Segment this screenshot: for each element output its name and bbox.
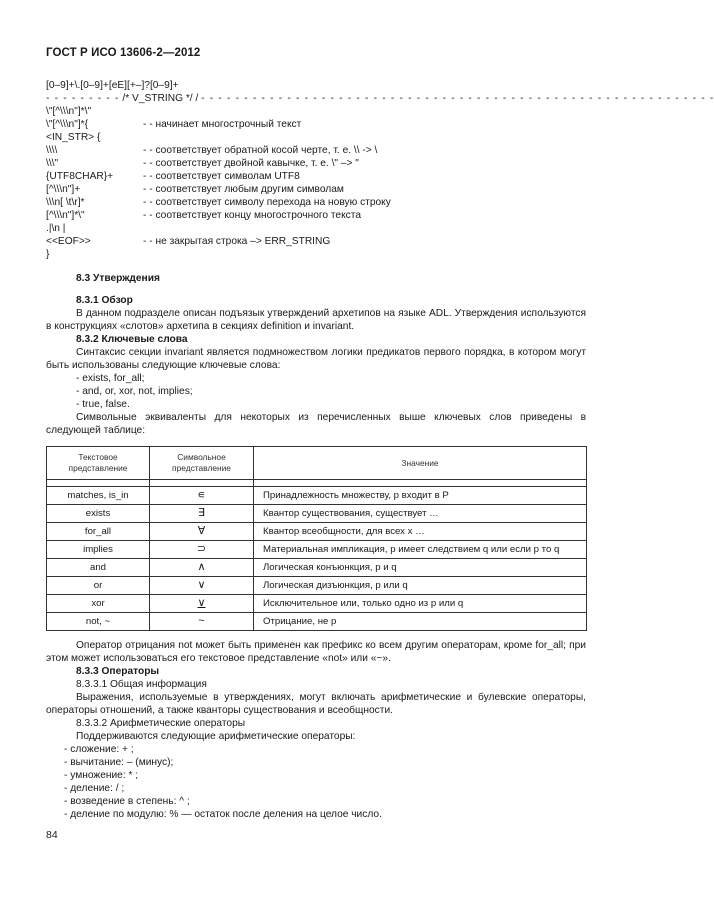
cell-meaning: Отрицание, не p [254, 613, 587, 631]
subsection-heading: 8.3.1 Обзор [76, 295, 133, 306]
subsubsection-heading: 8.3.3.2 Арифметические операторы [76, 718, 246, 729]
table-row [47, 595, 587, 613]
list-item: - возведение в степень: ^ ; [64, 796, 190, 807]
cell-symbol: ~ [150, 613, 254, 631]
code-block [46, 79, 714, 261]
table-spacer-row [47, 480, 587, 487]
cell-symbol: ∀ [150, 523, 254, 541]
code-text: } [46, 249, 50, 260]
cell-symbol: ∊ [150, 487, 254, 505]
cell-text: and [47, 559, 150, 577]
code-divider [46, 92, 714, 105]
list-item: - exists, for_all; [76, 373, 145, 384]
cell-symbol: ∨ [150, 595, 254, 613]
paragraph: Оператор отрицания not может быть применен как префикс ко всем другим операторам, кроме for_all; при этом может использоваться его текстовое представление «not» или «~». [46, 640, 586, 664]
divider-label: /* V_STRING */ / [122, 93, 199, 104]
subsection-heading: 8.3.3 Операторы [76, 666, 160, 677]
code-comment: - - соответствует двойной кавычке, т. е. \" –> " [143, 158, 359, 169]
list-item: - умножение: * ; [64, 770, 139, 781]
subsubsection-heading: 8.3.3.1 Общая информация [76, 679, 207, 690]
cell-text: or [47, 577, 150, 595]
cell-meaning: Материальная импликация, p имеет следствием q или если p то q [254, 541, 587, 559]
cell-symbol: ⊃ [150, 541, 254, 559]
cell-meaning: Квантор всеобщности, для всех x … [254, 523, 587, 541]
code-comment: - - соответствует обратной косой черте, т. е. \\ -> \ [143, 145, 378, 156]
divider-right: - - - - - - - - - - - - - - - - - - - - - - - - - - - - - - - - - - - - - - - - - - - - - - - - - - - - - - - - - - - - [201, 93, 714, 104]
cell-text: for_all [47, 523, 150, 541]
table-row [47, 523, 587, 541]
paragraph: Выражения, используемые в утверждениях, могут включать арифметические и булевские операторы, операторы отношений, а также кванторы существования и всеобщности. [46, 692, 586, 716]
code-text: <IN_STR> { [46, 132, 101, 143]
code-line [46, 183, 586, 196]
code-text: [^\\\n"]*\" [46, 210, 85, 221]
cell-symbol: ∧ [150, 559, 254, 577]
cell-meaning: Квантор существования, существует … [254, 505, 587, 523]
code-line [46, 248, 586, 261]
cell-symbol: ∨ [150, 577, 254, 595]
table-row [47, 613, 587, 631]
cell-text: matches, is_in [47, 487, 150, 505]
code-text: \\\" [46, 158, 59, 169]
code-comment: - - начинает многострочный текст [143, 119, 302, 130]
code-text: \\\n[ \t\r]* [46, 197, 85, 208]
code-line [46, 222, 586, 235]
cell-text: exists [47, 505, 150, 523]
code-comment: - - соответствует символу перехода на новую строку [143, 197, 391, 208]
cell-text: implies [47, 541, 150, 559]
code-text: \\\\ [46, 145, 58, 156]
code-text: [0–9]+\.[0–9]+[eE][+–]?[0–9]+ [46, 80, 179, 91]
cell-meaning: Принадлежность множеству, p входит в P [254, 487, 587, 505]
code-text: <<EOF>> [46, 236, 91, 247]
code-line [46, 209, 586, 222]
cell-text: not, ~ [47, 613, 150, 631]
code-text: .|\n | [46, 223, 66, 234]
code-text: [^\\\n"]+ [46, 184, 81, 195]
document-header: ГОСТ Р ИСО 13606-2—2012 [46, 47, 201, 59]
divider-left: - - - - - - - - - [46, 93, 120, 104]
cell-symbol: ∃ [150, 505, 254, 523]
paragraph: В данном подразделе описан подъязык утверждений архетипов на языке ADL. Утверждения используются в конструкциях «слотов» архетипа в секциях definition и invariant. [46, 308, 586, 332]
code-text: \"[^\\\n"]*{ [46, 119, 89, 130]
code-line [46, 235, 586, 248]
code-comment: - - соответствует любым другим символам [143, 184, 344, 195]
section-heading: 8.3 Утверждения [76, 273, 160, 284]
code-text: \"[^\\\n"]*\" [46, 106, 92, 117]
cell-meaning: Логическая дизъюнкция, p или q [254, 577, 587, 595]
code-line [46, 170, 586, 183]
table-row [47, 505, 587, 523]
code-line [46, 131, 586, 144]
keyword-table [46, 446, 587, 631]
table-row [47, 559, 587, 577]
page-number: 84 [46, 829, 58, 841]
column-header: Значение [254, 447, 587, 480]
list-item: - true, false. [76, 399, 130, 410]
cell-text: xor [47, 595, 150, 613]
code-line [46, 105, 586, 118]
subsection-heading: 8.3.2 Ключевые слова [76, 334, 188, 345]
code-line [46, 144, 586, 157]
column-header: Символьное представление [150, 447, 254, 480]
paragraph: Символьные эквиваленты для некоторых из перечисленных выше ключевых слов приведены в следующей таблице: [46, 412, 586, 436]
list-item: - сложение: + ; [64, 744, 134, 755]
paragraph: Поддерживаются следующие арифметические операторы: [76, 731, 356, 742]
code-text: {UTF8CHAR}+ [46, 171, 114, 182]
code-comment: - - соответствует символам UTF8 [143, 171, 300, 182]
table-row [47, 541, 587, 559]
list-item: - деление по модулю: % — остаток после деления на целое число. [64, 809, 382, 820]
table-header-row [47, 447, 587, 480]
code-comment: - - соответствует концу многострочного текста [143, 210, 361, 221]
code-line [46, 118, 586, 131]
cell-meaning: Исключительное или, только одно из p или q [254, 595, 587, 613]
code-line [46, 79, 586, 92]
list-item: - вычитание: – (минус); [64, 757, 174, 768]
list-item: - деление: / ; [64, 783, 125, 794]
column-header: Текстовое представление [47, 447, 150, 480]
table-row [47, 487, 587, 505]
list-item: - and, or, xor, not, implies; [76, 386, 193, 397]
code-comment: - - не закрытая строка –> ERR_STRING [143, 236, 331, 247]
paragraph: Синтаксис секции invariant является подмножеством логики предикатов первого порядка, в котором могут быть использованы следующие ключевые слова: [46, 347, 586, 371]
cell-meaning: Логическая конъюнкция, p и q [254, 559, 587, 577]
table-row [47, 577, 587, 595]
body-text [46, 272, 586, 821]
code-line [46, 157, 586, 170]
code-line [46, 196, 586, 209]
